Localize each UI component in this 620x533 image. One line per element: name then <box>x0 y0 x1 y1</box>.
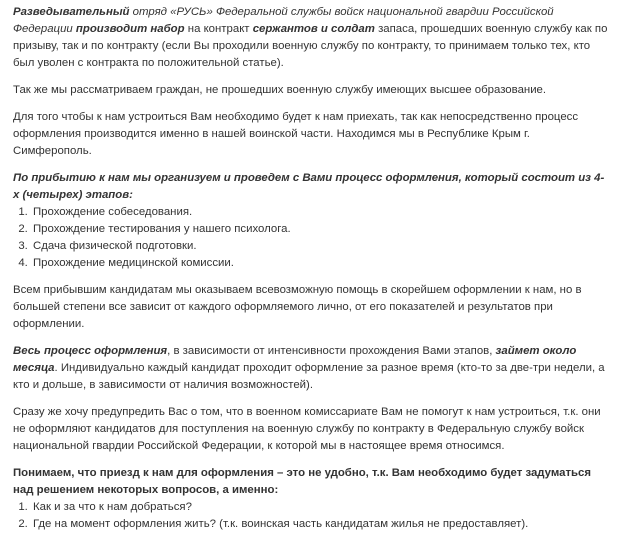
stage-item: 4. Прохождение медицинской комиссии. <box>31 255 608 272</box>
intro-text: на контракт <box>184 23 253 35</box>
duration-emphasis-month: займет около месяца <box>13 345 577 374</box>
duration-emphasis-process: Весь процесс оформления <box>13 345 168 357</box>
duration-text: , в зависимости от интенсивности прохождения Вами этапов, <box>167 345 496 357</box>
stages-heading: По прибытию к нам мы организуем и проведем с Вами процесс оформления, который состоит из 4-х (четырех) этапов: <box>13 172 605 201</box>
intro-unit-name: отряд «РУСЬ» Федеральной службы войск национальной гвардии Российской Федерации <box>13 6 554 35</box>
education-paragraph: Так же мы рассматриваем граждан, не прошедших военную службу имеющих высшее образование. <box>13 84 547 96</box>
commissariat-warning-paragraph: Сразу же хочу предупредить Вас о том, что в военном комиссариате Вам не помогут к нам устроиться, т.к. они не оформляют кандидатов для поступления на военную службу по контракту в Федеральную службу войск национальной гвардии Российской Федерации, к которой мы в настоящее время относимся. <box>13 406 601 452</box>
location-paragraph: Для того чтобы к нам устроиться Вам необходимо будет к нам приехать, так как непосредственно процесс оформления производится именно в нашей воинской части. Находимся мы в Республике Крым г. Симферополь. <box>13 111 579 157</box>
intro-emphasis-unit: Разведывательный <box>13 6 130 18</box>
duration-paragraph <box>13 343 608 394</box>
question-item: 2. Где на момент оформления жить? (т.к. воинская часть кандидатам жилья не предоставляет). <box>31 516 608 533</box>
stage-item: 3. Сдача физической подготовки. <box>31 238 608 255</box>
stage-item: 1. Прохождение собеседования. <box>31 204 608 221</box>
intro-paragraph <box>13 4 608 72</box>
question-item: 1. Как и за что к нам добраться? <box>31 499 608 516</box>
stage-item: 2. Прохождение тестирования у нашего психолога. <box>31 221 608 238</box>
stages-list <box>13 204 608 272</box>
questions-heading: Понимаем, что приезд к нам для оформления – это не удобно, т.к. Вам необходимо будет задуматься над решением некоторых вопросов, а именно: <box>13 467 592 496</box>
intro-emphasis-recruiting: производит набор <box>75 23 185 35</box>
intro-emphasis-ranks: сержантов и солдат <box>252 23 375 35</box>
questions-list <box>13 499 608 533</box>
assistance-paragraph: Всем прибывшим кандидатам мы оказываем всевозможную помощь в скорейшем оформлении к нам, но в большей степени все зависит от каждого оформляемого лично, от его показателей и результатов при оформлении. <box>13 284 582 330</box>
duration-text-rest: . Индивидуально каждый кандидат проходит оформление за разное время (кто-то за две-три недели, а кто и дольше, в зависимости от наличия возможностей). <box>13 362 605 391</box>
intro-text-rest: запаса, прошедших военную службу как по призыву, так и по контракту (если Вы проходили военную службу по контракту, то принимаем только тех, кто был уволен с контракта по положительной статье). <box>13 23 608 69</box>
